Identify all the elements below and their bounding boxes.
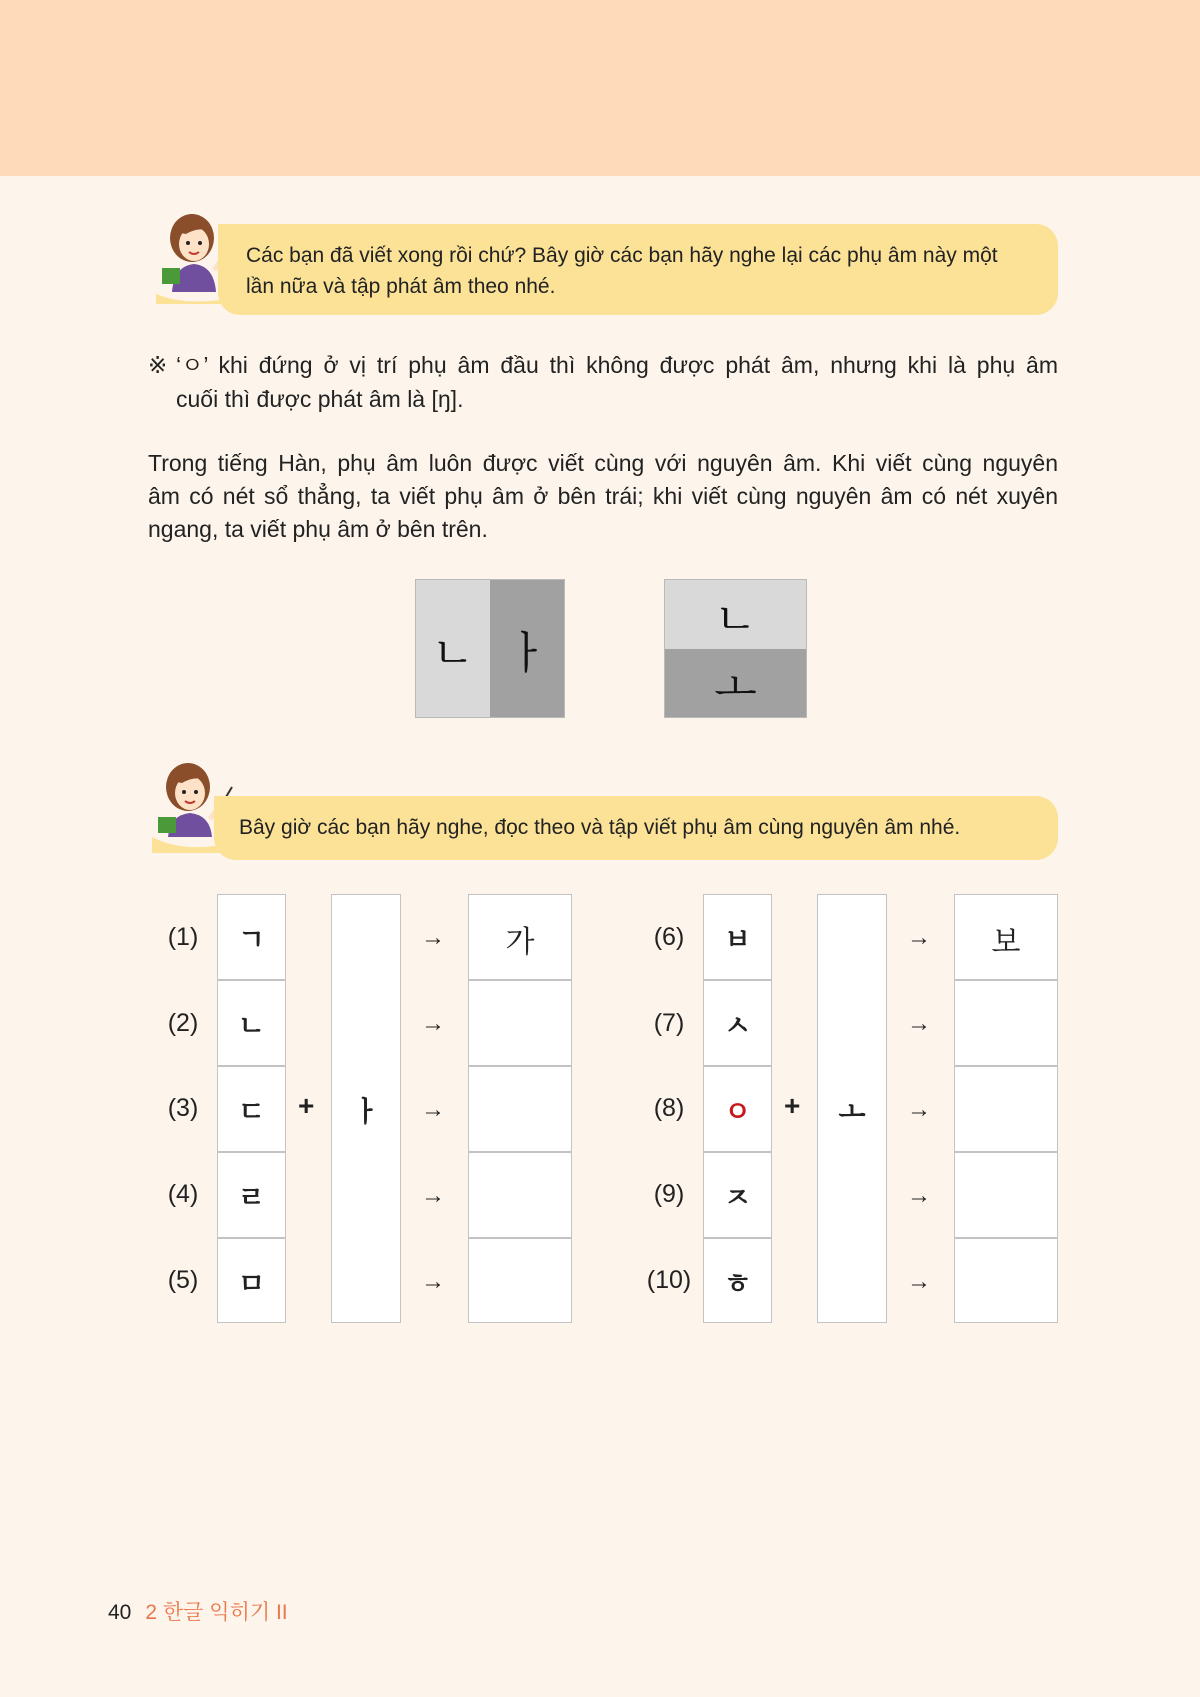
arrow: → [907,1182,931,1209]
answer-box[interactable] [468,1152,572,1238]
answer-box[interactable] [468,1066,572,1152]
item-number: (6) [653,923,685,951]
consonant: ㄹ [237,1181,266,1214]
answer-box[interactable] [954,1152,1058,1238]
example-answer: 보 [991,925,1021,960]
item-number: (3) [167,1094,199,1122]
consonant: ㅂ [723,923,752,956]
arrow: → [421,1182,445,1209]
arrow: → [421,1096,445,1123]
plus-sign: + [784,1090,801,1121]
diagram-consonant-top: ㄴ [665,580,806,649]
page-number: 40 [108,1601,132,1624]
chapter-title: 2 한글 익히기 II [145,1601,288,1624]
header-band [0,0,1200,176]
arrow: → [907,1010,931,1037]
answer-box[interactable] [954,1066,1058,1152]
page-footer [108,1596,288,1626]
explanation-paragraph: Trong tiếng Hàn, phụ âm luôn được viết cùng với nguyên âm. Khi viết cùng nguyên âm có nét sổ thẳng, ta viết phụ âm ở bên trái; khi viết cùng nguyên âm có nét xuyên ngang, ta viết phụ âm ở bên trên. [148,450,1058,542]
diagram-horizontal-vowel [664,579,807,718]
vowel: ㅏ [352,1095,380,1128]
vowel: ㅗ [838,1095,866,1128]
item-number: (7) [653,1009,685,1037]
arrow: → [907,1096,931,1123]
answer-box[interactable] [954,1238,1058,1323]
arrow: → [907,924,931,951]
consonant: ㅁ [237,1267,266,1300]
consonant: ㅈ [723,1181,752,1214]
arrow: → [421,1010,445,1037]
item-number: (2) [167,1009,199,1037]
item-number: (1) [167,923,199,951]
item-number: (4) [167,1180,199,1208]
consonant: ㅅ [723,1009,752,1042]
item-number: (8) [653,1094,685,1122]
consonant-highlighted: ㅇ [723,1095,752,1128]
answer-box[interactable] [468,980,572,1066]
arrow: → [907,1268,931,1295]
diagram-consonant-left: ㄴ [416,580,490,717]
consonant: ㅎ [723,1267,752,1300]
reference-mark: ※ [148,352,168,378]
example-answer: 가 [505,925,535,960]
consonant: ㄷ [237,1095,266,1128]
consonant: ㄱ [237,923,266,956]
item-number: (10) [646,1266,692,1294]
answer-box[interactable] [468,1238,572,1323]
item-number: (9) [653,1180,685,1208]
diagram-vertical-vowel [415,579,565,718]
item-number: (5) [167,1266,199,1294]
bubble-1-text: Các bạn đã viết xong rồi chứ? Bây giờ các bạn hãy nghe lại các phụ âm này một lần nữa và tập phát âm theo nhé. [246,244,998,298]
arrow: → [421,1268,445,1295]
diagram-vowel-bottom: ㅗ [665,649,806,717]
note-line-2: cuối thì được phát âm là [ŋ]. [176,386,464,412]
note-line-1: ‘ㅇ’ khi đứng ở vị trí phụ âm đầu thì không được phát âm, nhưng khi là phụ âm [176,352,1058,378]
consonant: ㄴ [237,1009,266,1042]
diagram-vowel-right: ㅏ [490,580,564,717]
plus-sign: + [298,1090,315,1121]
answer-box[interactable] [954,980,1058,1066]
bubble-2-text: Bây giờ các bạn hãy nghe, đọc theo và tập viết phụ âm cùng nguyên âm nhé. [239,816,961,839]
arrow: → [421,924,445,951]
